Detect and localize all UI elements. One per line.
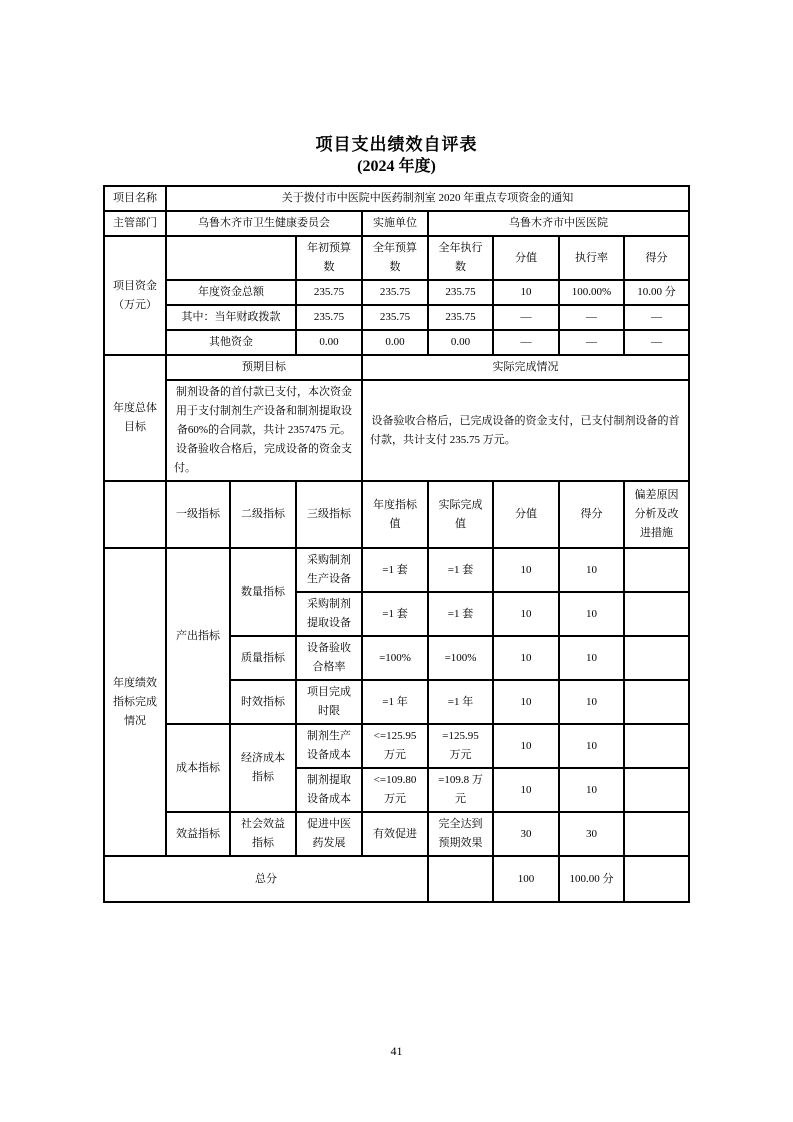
implement-unit-value: 乌鲁木齐市中医医院	[428, 211, 689, 236]
row-funds-other	[104, 330, 689, 355]
funds-other-got: —	[624, 330, 689, 355]
indicator-7-actual: 完全达到预期效果	[428, 812, 493, 856]
page-number: 41	[390, 1044, 403, 1058]
indicator-7-got: 30	[559, 812, 624, 856]
total-blank-cell	[428, 856, 493, 902]
document-subtitle: (2024 年度)	[357, 158, 436, 175]
funds-other-exec-rate: —	[559, 330, 624, 355]
row-project-name	[104, 186, 689, 211]
indicator-6-got: 10	[559, 768, 624, 812]
funds-header-exec-rate: 执行率	[559, 236, 624, 280]
indicator-1-actual: =1 套	[428, 548, 493, 592]
funds-total-score: 10	[493, 280, 559, 305]
indicator-4-deviation	[624, 680, 689, 724]
indicator-2-score: 10	[493, 592, 559, 636]
indicator-header-l1: 一级指标	[166, 481, 230, 548]
funds-header-executed: 全年执行数	[428, 236, 493, 280]
level2-economic-cost: 经济成本指标	[230, 724, 296, 812]
level1-benefit: 效益指标	[166, 812, 230, 856]
indicator-1-target: =1 套	[362, 548, 428, 592]
indicator-4-actual: =1 年	[428, 680, 493, 724]
funds-fiscal-exec-rate: —	[559, 305, 624, 330]
level2-quantity: 数量指标	[230, 548, 296, 636]
indicator-2-name: 采购制剂提取设备	[296, 592, 362, 636]
indicator-2-got: 10	[559, 592, 624, 636]
indicator-5-target: <=125.95 万元	[362, 724, 428, 768]
indicator-5-actual: =125.95 万元	[428, 724, 493, 768]
row-funds-fiscal	[104, 305, 689, 330]
funds-other-executed: 0.00	[428, 330, 493, 355]
indicator-1-score: 10	[493, 548, 559, 592]
indicator-5-got: 10	[559, 724, 624, 768]
department-value: 乌鲁木齐市卫生健康委员会	[166, 211, 362, 236]
indicator-7-name: 促进中医药发展	[296, 812, 362, 856]
funds-other-begin-budget: 0.00	[296, 330, 362, 355]
indicator-7-target: 有效促进	[362, 812, 428, 856]
indicator-2-actual: =1 套	[428, 592, 493, 636]
funds-total-exec-rate: 100.00%	[559, 280, 624, 305]
indicator-section-label: 年度绩效指标完成情况	[104, 548, 166, 856]
funds-header-year-budget: 全年预算数	[362, 236, 428, 280]
indicator-4-name: 项目完成时限	[296, 680, 362, 724]
self-evaluation-table	[103, 185, 690, 903]
level2-timeliness: 时效指标	[230, 680, 296, 724]
row-total-score	[104, 856, 689, 902]
row-funds-header	[104, 236, 689, 280]
funds-header-score: 分值	[493, 236, 559, 280]
level1-cost: 成本指标	[166, 724, 230, 812]
indicator-7-score: 30	[493, 812, 559, 856]
level2-quality: 质量指标	[230, 636, 296, 680]
indicator-header-l2: 二级指标	[230, 481, 296, 548]
indicator-3-name: 设备验收合格率	[296, 636, 362, 680]
level1-output: 产出指标	[166, 548, 230, 724]
funds-section-label: 项目资金（万元）	[104, 236, 166, 355]
funds-fiscal-got: —	[624, 305, 689, 330]
indicator-2-target: =1 套	[362, 592, 428, 636]
indicator-6-actual: =109.8 万元	[428, 768, 493, 812]
indicator-4-got: 10	[559, 680, 624, 724]
indicator-6-score: 10	[493, 768, 559, 812]
department-label: 主管部门	[104, 211, 166, 236]
indicator-header-score: 分值	[493, 481, 559, 548]
indicator-header-got: 得分	[559, 481, 624, 548]
indicator-3-deviation	[624, 636, 689, 680]
indicator-5-score: 10	[493, 724, 559, 768]
indicator-header-l3: 三级指标	[296, 481, 362, 548]
funds-fiscal-score: —	[493, 305, 559, 330]
indicator-header-target: 年度指标值	[362, 481, 428, 548]
row-indicator-5	[104, 724, 689, 768]
funds-other-year-budget: 0.00	[362, 330, 428, 355]
indicator-6-target: <=109.80 万元	[362, 768, 428, 812]
total-score: 100	[493, 856, 559, 902]
indicator-2-deviation	[624, 592, 689, 636]
funds-blank-cell	[166, 236, 296, 280]
row-indicator-1	[104, 548, 689, 592]
indicator-6-deviation	[624, 768, 689, 812]
funds-total-year-budget: 235.75	[362, 280, 428, 305]
indicator-blank-cell	[104, 481, 166, 548]
indicator-1-name: 采购制剂生产设备	[296, 548, 362, 592]
goal-actual-text: 设备验收合格后，已完成设备的资金支付，已支付制剂设备的首付款，共计支付 235.75 万元。	[362, 380, 689, 481]
funds-fiscal-begin-budget: 235.75	[296, 305, 362, 330]
funds-total-executed: 235.75	[428, 280, 493, 305]
row-indicator-7	[104, 812, 689, 856]
funds-other-label: 其他资金	[166, 330, 296, 355]
indicator-3-got: 10	[559, 636, 624, 680]
funds-header-begin-budget: 年初预算数	[296, 236, 362, 280]
funds-fiscal-year-budget: 235.75	[362, 305, 428, 330]
goal-section-label: 年度总体目标	[104, 355, 166, 481]
row-goal-header	[104, 355, 689, 380]
goal-expected-text: 制剂设备的首付款已支付，本次资金用于支付制剂生产设备和制剂提取设备60%的合同款，共计 2357475 元。设备验收合格后，完成设备的资金支付。	[166, 380, 362, 481]
indicator-4-target: =1 年	[362, 680, 428, 724]
funds-fiscal-label: 其中：当年财政拨款	[166, 305, 296, 330]
goal-actual-header: 实际完成情况	[362, 355, 689, 380]
row-funds-total	[104, 280, 689, 305]
funds-fiscal-executed: 235.75	[428, 305, 493, 330]
indicator-3-actual: =100%	[428, 636, 493, 680]
total-deviation-blank	[624, 856, 689, 902]
funds-header-got: 得分	[624, 236, 689, 280]
row-department	[104, 211, 689, 236]
row-goal-content	[104, 380, 689, 481]
project-name-label: 项目名称	[104, 186, 166, 211]
level2-social-benefit: 社会效益指标	[230, 812, 296, 856]
indicator-1-got: 10	[559, 548, 624, 592]
funds-other-score: —	[493, 330, 559, 355]
funds-total-label: 年度资金总额	[166, 280, 296, 305]
total-got: 100.00 分	[559, 856, 624, 902]
indicator-3-target: =100%	[362, 636, 428, 680]
total-label: 总分	[104, 856, 428, 902]
indicator-1-deviation	[624, 548, 689, 592]
project-name-value: 关于拨付市中医院中医药制剂室 2020 年重点专项资金的通知	[166, 186, 689, 211]
indicator-5-deviation	[624, 724, 689, 768]
funds-total-got: 10.00 分	[624, 280, 689, 305]
funds-total-begin-budget: 235.75	[296, 280, 362, 305]
indicator-3-score: 10	[493, 636, 559, 680]
indicator-6-name: 制剂提取设备成本	[296, 768, 362, 812]
implement-unit-label: 实施单位	[362, 211, 428, 236]
indicator-4-score: 10	[493, 680, 559, 724]
document-title: 项目支出绩效自评表	[315, 135, 478, 154]
indicator-header-deviation: 偏差原因分析及改进措施	[624, 481, 689, 548]
indicator-5-name: 制剂生产设备成本	[296, 724, 362, 768]
indicator-7-deviation	[624, 812, 689, 856]
indicator-header-actual: 实际完成值	[428, 481, 493, 548]
row-indicator-header	[104, 481, 689, 548]
goal-expected-header: 预期目标	[166, 355, 362, 380]
